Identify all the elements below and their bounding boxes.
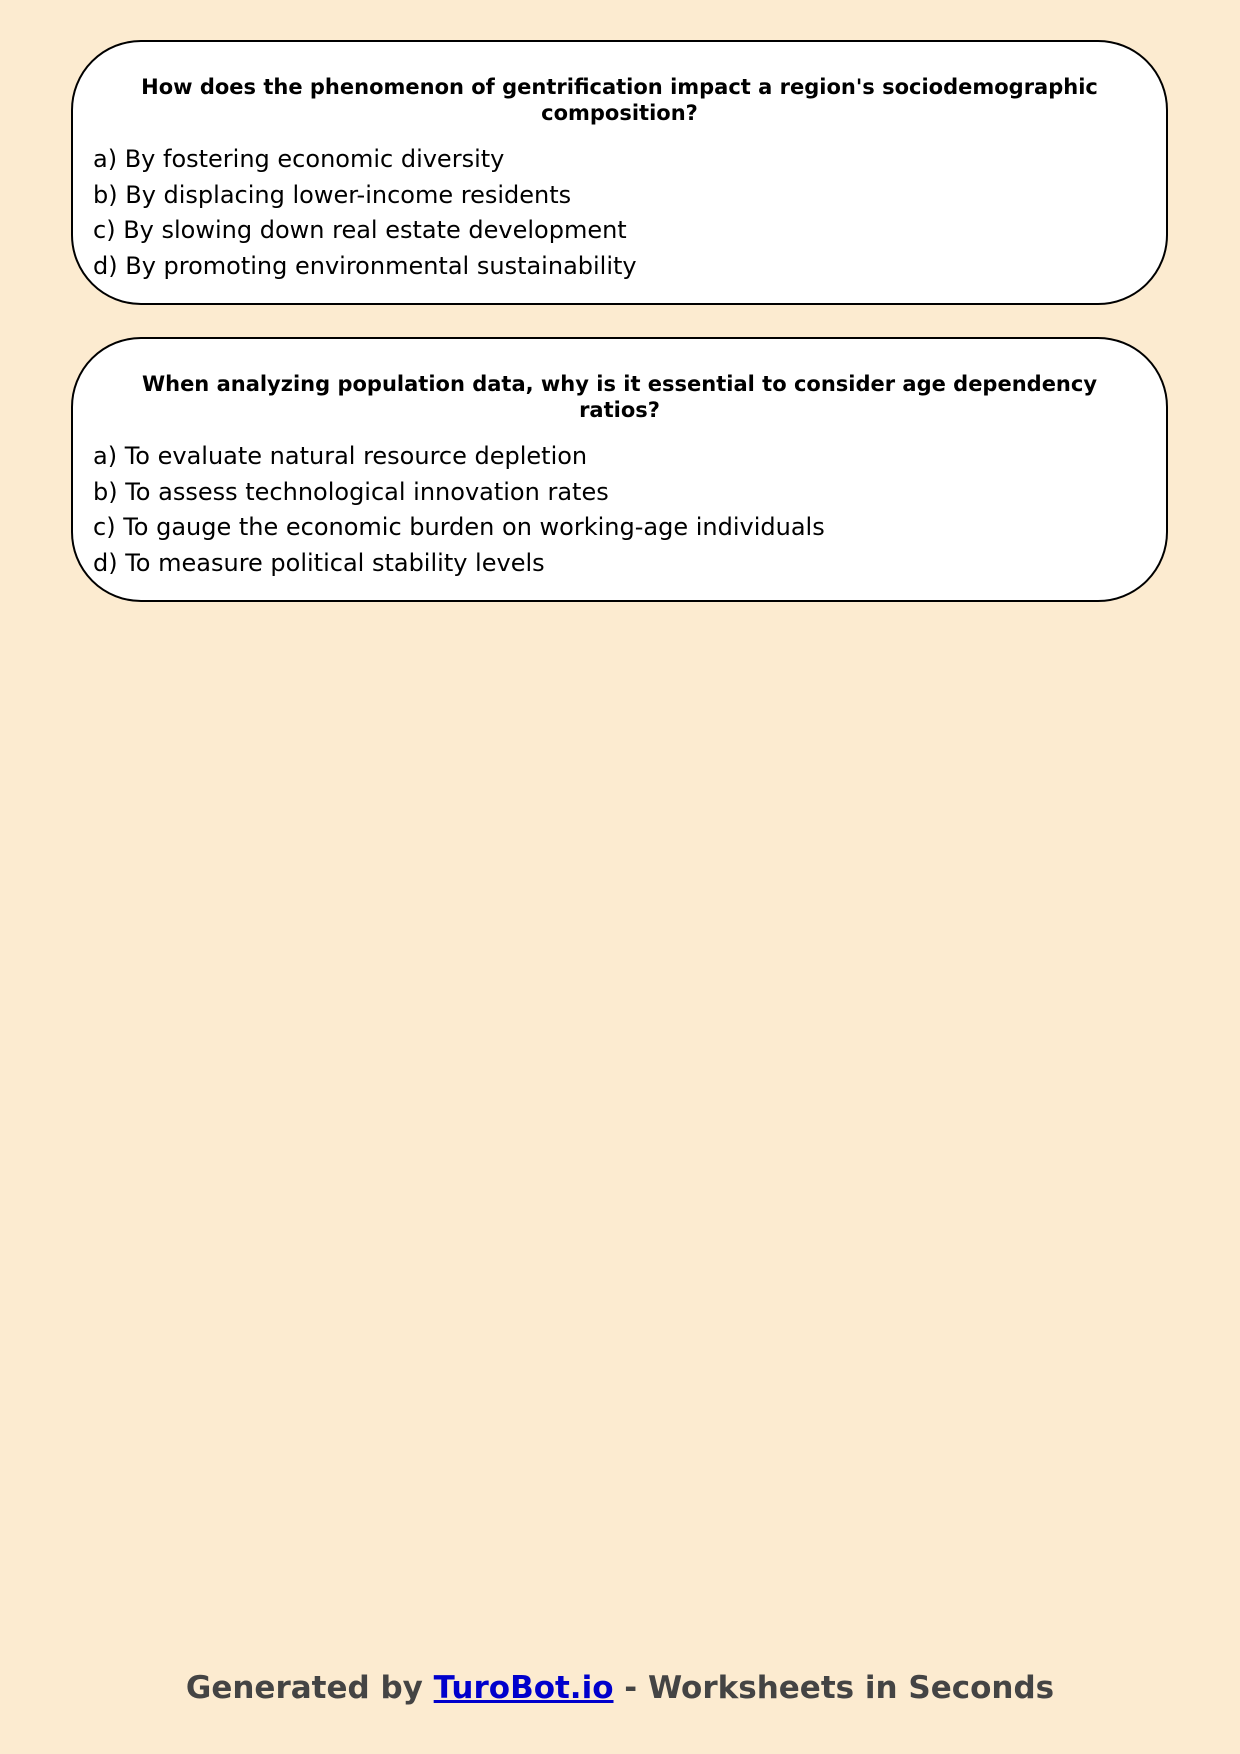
answer-option-c: c) To gauge the economic burden on working-age individuals [93,513,825,541]
question-text: When analyzing population data, why is it essential to consider age dependency ratios? [141,372,1098,422]
answer-options [93,439,1146,581]
answer-option-c: c) By slowing down real estate development [93,216,627,244]
question-text: How does the phenomenon of gentrification impact a region's sociodemographic composition? [141,75,1098,125]
answer-options [93,142,1146,284]
answer-option-b: b) By displacing lower-income residents [93,180,572,209]
answer-option-b: b) To assess technological innovation rates [93,477,609,506]
answer-option-a: a) To evaluate natural resource depletion [93,442,588,470]
footer-suffix: - Worksheets in Seconds [613,1670,1055,1706]
answer-option-d: d) To measure political stability levels [93,548,545,577]
answer-option-a: a) By fostering economic diversity [93,145,505,173]
turobot-link[interactable]: TuroBot.io [433,1670,614,1706]
footer-credit [0,1670,1240,1706]
footer-prefix: Generated by [185,1670,434,1706]
answer-option-d: d) By promoting environmental sustainability [93,251,637,280]
question-card-2 [71,337,1168,602]
question-card-1 [71,40,1168,305]
